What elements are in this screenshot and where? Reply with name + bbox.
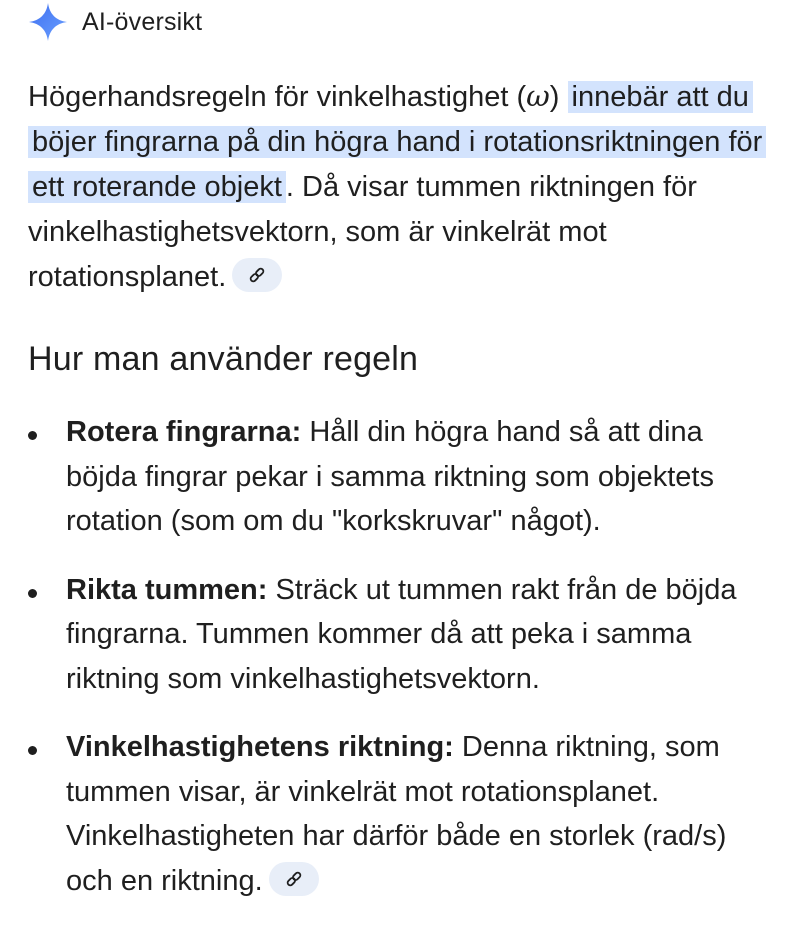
intro-text-before: Högerhandsregeln för vinkelhastighet (: [28, 81, 527, 113]
bullet-text: Håll din högra hand så att dina böjda fingrar pekar i samma riktning som objektets rotation (som om du "korkskruvar" något).: [66, 416, 714, 537]
intro-paragraph: [28, 74, 788, 300]
bullet-term: Vinkelhastighetens riktning:: [66, 731, 454, 763]
omega-symbol: ω: [526, 79, 550, 113]
list-item: [0, 568, 800, 702]
list-item: [0, 410, 800, 544]
link-icon: [248, 266, 266, 284]
bullet-dot: [28, 431, 37, 440]
bullet-dot: [28, 589, 37, 598]
bullet-text: Denna riktning, som tummen visar, är vinkelrät mot rotationsplanet. Vinkelhastigheten har därför både en storlek (rad/s) och en riktning.: [66, 731, 727, 897]
intro-text-close-paren: ): [549, 81, 560, 113]
bullet-term: Rotera fingrarna:: [66, 416, 302, 448]
header-title: AI-översikt: [82, 7, 203, 36]
bullet-term: Rikta tummen:: [66, 573, 268, 606]
bullet-text: Sträck ut tummen rakt från de böjda fingrarna. Tummen kommer då att peka i samma riktning som vinkelhastighetsvektorn.: [66, 573, 737, 695]
sparkle-icon: [28, 2, 68, 42]
ai-overview-header: [28, 0, 202, 44]
source-link-button[interactable]: [232, 258, 282, 292]
link-icon: [285, 870, 303, 888]
section-title: Hur man använder regeln: [28, 340, 419, 378]
source-link-button[interactable]: [269, 862, 319, 896]
intro-text-rest: . Då visar tummen riktningen för vinkelhastighetsvektorn, som är vinkelrät mot rotationsplanet.: [28, 171, 697, 293]
list-item: [0, 725, 800, 903]
instructions-list: [0, 410, 800, 927]
highlighted-text[interactable]: innebär att du böjer fingrarna på din högra hand i rotationsriktningen för ett roterande objekt: [28, 81, 766, 203]
bullet-dot: [28, 746, 37, 755]
